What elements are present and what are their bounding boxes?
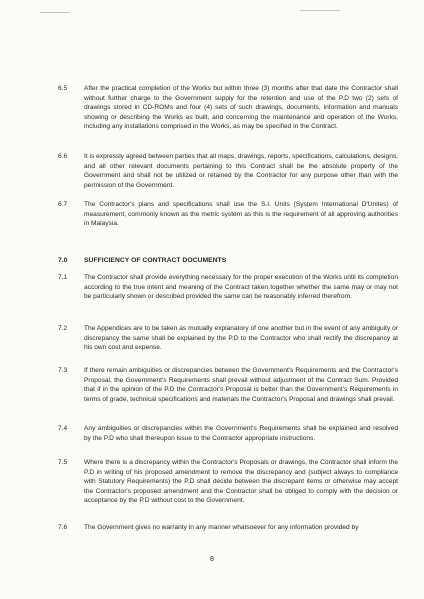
clause-text: Where there is a discrepancy within the Contractor's Proposals or drawings, the Contractor shall inform the P.D in writing of his proposed amendment to remove the discrepancy and (subject always to compliance with Statutory Requirements) the P.D shall decide between the discrepant items or otherwise may accept the Contractor's proposed amendment and the Contractor shall be obliged to comply with the decision or acceptance by the P.D without cost to the Government. xyxy=(84,459,398,505)
clause-text: The Appendices are to be taken as mutually explanatory of one another but in the event of any ambiguity or discrepancy the same shall be explained by the P.D to the Contractor who shall rectify the discrepancy at his own cost and expense. xyxy=(84,325,398,352)
clause-number: 7.6 xyxy=(58,524,68,531)
clause-number: 7.2 xyxy=(58,325,68,332)
clause-number: 7.4 xyxy=(58,425,68,432)
page-number: 8 xyxy=(210,556,214,563)
clause-number: 7.5 xyxy=(58,459,68,466)
clause-number: 6.6 xyxy=(58,153,68,160)
clause-number: 7.1 xyxy=(58,274,68,281)
scan-mark xyxy=(300,10,340,11)
clause-number: 7.3 xyxy=(58,367,68,374)
clause-text: After the practical completion of the Works but within three (3) months after that date the Contractor shall without further charge to the Government supply for the retention and use of the P.D two (2) sets of drawings stored in CD-ROMs and four (4) sets of such drawings, documents, information and manuals showing or describing the Works as built, and concerning the maintenance and operation of the Works, including any installations comprised in the Works, as may be specified in the Contract. xyxy=(84,85,398,131)
clause-text: If there remain ambiguities or discrepancies between the Government's Requirements and the Contractor's Proposal, the Government's Requirements shall prevail without adjustment of the Contract Sum. Provided that if in the opinion of the P.D the Contractor's Proposal is better than the Government's Requirements in terms of grade, technical specifications and materials the Contractor's Proposal and drawings shall prevail. xyxy=(84,367,398,403)
clause-text: The Contractor shall provide everything necessary for the proper execution of the Works until its completion according to the true intent and meaning of the Contract taken together whether the same may or may not be particularly shown or described provided the same can be reasonably inferred therefrom. xyxy=(84,274,398,301)
clause-text: It is expressly agreed between parties that all maps, drawings, reports, specifications, calculations, designs, and all other relevant documents pertaining to this Contract shall be the absolute property of the Government and shall not be utilized or retained by the Contractor for any purpose other than with the permission of the Government. xyxy=(84,153,398,189)
clause-number: 6.5 xyxy=(58,85,68,92)
clause-text: The Contractor's plans and specifications shall use the S.I. Units (System International D'Unites) of measurement, commonly known as the metric system as this is the requirement of all approving authorities in Malaysia. xyxy=(84,201,398,228)
scan-mark xyxy=(40,12,70,13)
clause-number: 6.7 xyxy=(58,201,68,208)
clause-text: Any ambiguities or discrepancies within the Government's Requirements shall be explained and resolved by the P.D who shall thereupon issue to the Contractor appropriate instructions. xyxy=(84,425,398,442)
section-number: 7.0 xyxy=(58,257,68,264)
clause-text: The Government gives no warranty in any manner whatsoever for any information provided by xyxy=(84,524,359,531)
section-title: SUFFICIENCY OF CONTRACT DOCUMENTS xyxy=(84,257,227,264)
